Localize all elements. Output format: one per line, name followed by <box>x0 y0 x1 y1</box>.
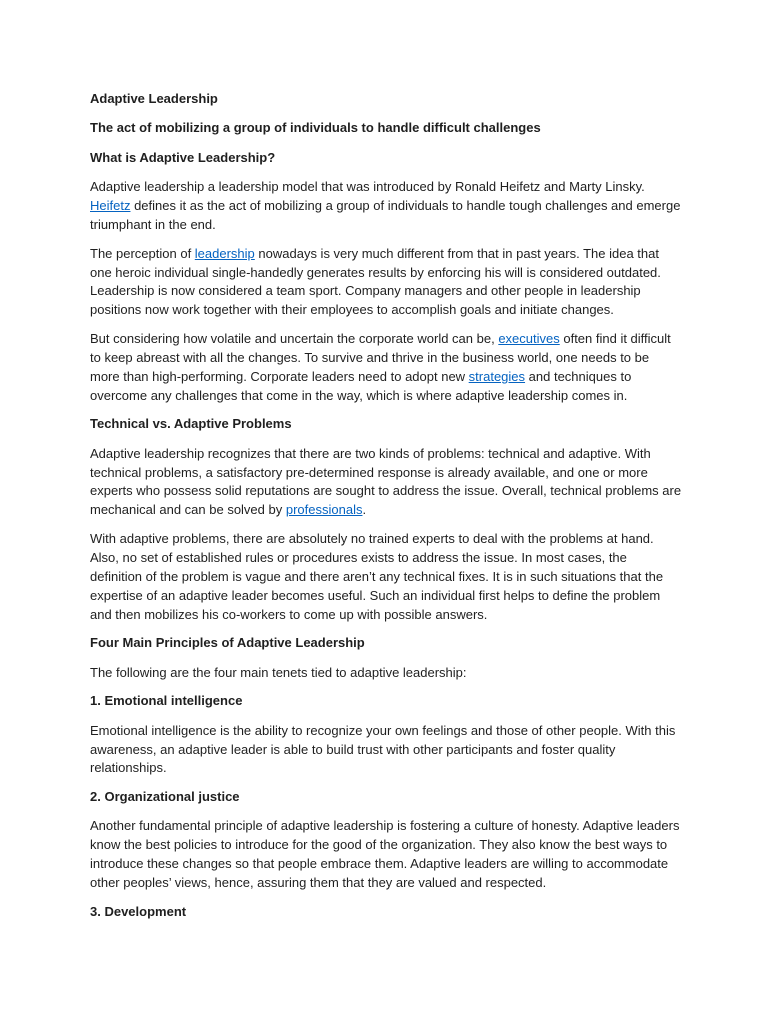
paragraph-text: and techniques to overcome any challenges that come in the way, which is where adaptive leadership comes in. <box>90 368 632 403</box>
paragraph-emotional-intelligence: Emotional intelligence is the ability to recognize your own feelings and those of other people. With this awareness, an adaptive leader is able to build trust with other participants and foster quality relationships. <box>90 722 676 776</box>
paragraph-perception <box>90 245 682 321</box>
section-heading-principles: Four Main Principles of Adaptive Leadership <box>90 635 365 651</box>
paragraph-organizational-justice: Another fundamental principle of adaptive leadership is fostering a culture of honesty. Adaptive leaders know the best policies to introduce for the good of the organization. They also know the best ways to introduce these changes so that people embrace them. Adaptive leaders are willing to accommodate other peoples’ views, hence, assuring them that they are valued and respected. <box>90 818 680 891</box>
leadership-link[interactable]: leadership <box>194 245 255 261</box>
paragraph-volatile <box>90 330 682 406</box>
paragraph-text: Adaptive leadership a leadership model that was introduced by Ronald Heifetz and Marty Linsky. <box>90 179 645 195</box>
principle-heading-emotional-intelligence: 1. Emotional intelligence <box>90 693 243 709</box>
principle-heading-development: 3. Development <box>90 903 187 919</box>
paragraph-text: nowadays is very much different from that in past years. The idea that one heroic individual single-handedly generates results by enforcing his will is considered outdated. Leadership is now considered a team sport. Company managers and other people in leadership positions now work together with their employees to accomplish goals and initiate changes. <box>90 245 661 318</box>
paragraph-text: . <box>362 502 367 518</box>
section-heading-technical: Technical vs. Adaptive Problems <box>90 416 292 432</box>
paragraph-adaptive: With adaptive problems, there are absolutely no trained experts to deal with the problems at hand. Also, no set of established rules or procedures exists to address the issue. In most cases, the definition of the problem is vague and there aren’t any technical fixes. It is in such situations that the expertise of an adaptive leader becomes useful. Such an individual first helps to define the problem and then mobilizes his co-workers to come up with possible answers. <box>90 530 664 622</box>
section-heading-what-is: What is Adaptive Leadership? <box>90 149 276 165</box>
document-page <box>90 90 682 932</box>
paragraph-text: The perception of <box>90 245 195 261</box>
paragraph-tenets-intro: The following are the four main tenets tied to adaptive leadership: <box>90 664 467 680</box>
document-title: Adaptive Leadership <box>90 91 218 106</box>
document-subtitle: The act of mobilizing a group of individuals to handle difficult challenges <box>90 120 541 136</box>
professionals-link[interactable]: professionals <box>285 502 363 518</box>
paragraph-text: But considering how volatile and uncertain the corporate world can be, <box>90 330 499 346</box>
heifetz-link[interactable]: Heifetz <box>90 198 131 214</box>
principle-heading-organizational-justice: 2. Organizational justice <box>90 789 240 804</box>
paragraph-text: Adaptive leadership recognizes that there are two kinds of problems: technical and adaptive. With technical problems, a satisfactory pre-determined response is already available, and one or more experts who possess solid reputations are sought to address the issue. Overall, technical problems are mechanical and can be solved by <box>90 445 682 518</box>
strategies-link[interactable]: strategies <box>468 368 526 384</box>
paragraph-text: often find it difficult to keep abreast with all the changes. To survive and thrive in the business world, one needs to be more than high-performing. Corporate leaders need to adopt new <box>90 330 671 384</box>
paragraph-technical <box>90 445 682 521</box>
executives-link[interactable]: executives <box>498 330 560 346</box>
paragraph-intro <box>90 178 682 235</box>
paragraph-text: defines it as the act of mobilizing a group of individuals to handle tough challenges and emerge triumphant in the end. <box>90 198 681 233</box>
